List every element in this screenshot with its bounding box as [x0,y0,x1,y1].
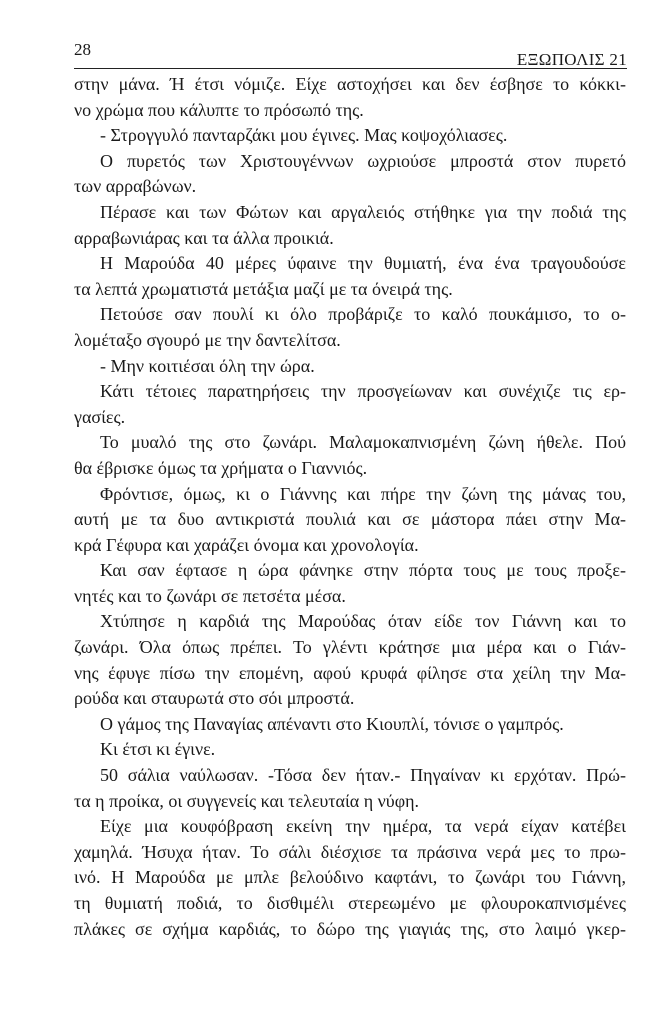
text-line: Πετούσε σαν πουλί κι όλο προβάριζε το καλό πουκάμισο, το ο- [100,304,626,325]
text-line: στην μάνα. Ή έτσι νόμιζε. Είχε αστοχήσει και δεν έσβησε το κόκκι- [74,74,626,94]
running-header [74,38,627,69]
text-line: νης έφυγε πίσω την επομένη, αφού κρυφά φίλησε στα χείλη την Μα- [74,662,626,683]
text-line: των αρραβώνων. [74,176,197,197]
text-line: πλάκες σε σχήμα καρδιάς, το δώρο της γιαγιάς της, στο λαιμό γκερ- [74,918,626,939]
text-line: ζωνάρι. Όλα όπως πρέπει. Το γλέντι κράτησε μια μέρα και ο Γιάν- [74,637,626,658]
page-number: 28 [74,40,91,59]
text-line: Κι έτσι κι έγινε. [100,739,216,760]
text-line: Είχε μια κουφόβραση εκείνη την ημέρα, τα νερά είχαν κατέβει [100,816,626,837]
text-line: Ο πυρετός των Χριστουγέννων ωχριούσε μπροστά στον πυρετό [100,150,626,171]
text-line: 50 σάλια ναύλωσαν. -Τόσα δεν ήταν.- Πηγαίναν κι ερχόταν. Πρώ- [100,765,626,786]
text-line: τα λεπτά χρωματιστά μετάξια μαζί με τα όνειρά της. [74,278,453,299]
text-line: Χτύπησε η καρδιά της Μαρούδας όταν είδε τον Γιάννη και το [100,611,626,632]
text-line: τα η προίκα, οι συγγενείς και τελευταία η νύφη. [74,790,419,811]
text-line: Το μυαλό της στο ζωνάρι. Μαλαμοκαπνισμένη ζώνη ήθελε. Πού [100,432,626,453]
text-line: χαμηλά. Ήσυχα ήταν. Το σάλι διέσχισε τα πράσινα νερά μες το πρω- [74,841,626,862]
text-line: Φρόντισε, όμως, κι ο Γιάννης και πήρε την ζώνη της μάνας του, [100,483,626,504]
text-line: κρά Γέφυρα και χαράζει όνομα και χρονολογία. [74,534,419,555]
body-text [74,72,626,942]
journal-title: ΕΞΩΠΟΛΙΣ 21 [516,50,627,69]
text-line: - Μην κοιτιέσαι όλη την ώρα. [100,355,315,376]
text-line: αρραβωνιάρας και τα άλλα προικιά. [74,227,334,248]
text-line: ινό. Η Μαρούδα με μπλε βελούδινο καφτάνι, το ζωνάρι του Γιάννη, [74,867,626,888]
text-line: νητές και το ζωνάρι σε πετσέτα μέσα. [74,585,346,606]
text-line: Και σαν έφτασε η ώρα φάνηκε στην πόρτα τους με τους προξε- [100,560,626,581]
text-line: νο χρώμα που κάλυπτε το πρόσωπό της. [74,99,364,120]
text-line: Κάτι τέτοιες παρατηρήσεις την προσγείωναν και συνέχιζε τις ερ- [100,381,626,402]
text-line: - Στρογγυλό πανταρζάκι μου έγινες. Μας κοψοχόλιασες. [100,125,508,146]
text-line: γασίες. [74,406,126,427]
text-line: ρούδα και σταυρωτά στο σόι μπροστά. [74,688,355,709]
text-line: Η Μαρούδα 40 μέρες ύφαινε την θυμιατή, ένα ένα τραγουδούσε [100,253,626,274]
text-line: Ο γάμος της Παναγίας απέναντι στο Κιουπλί, τόνισε ο γαμπρός. [100,713,564,734]
text-line: αυτή με τα δυο αντικριστά πουλιά και σε μάστορα πάει στην Μα- [74,509,626,530]
text-line: θα έβρισκε όμως τα χρήματα ο Γιαννιός. [74,457,368,478]
text-line: λομέταξο σγουρό με την δαντελίτσα. [74,329,341,350]
text-line: τη θυμιατή ποδιά, το δισθιμέλι στερεωμένο με φλουροκαπνισμένες [74,893,626,913]
text-line: Πέρασε και των Φώτων και αργαλειός στήθηκε για την ποδιά της [100,201,626,222]
header-rule [74,68,627,69]
